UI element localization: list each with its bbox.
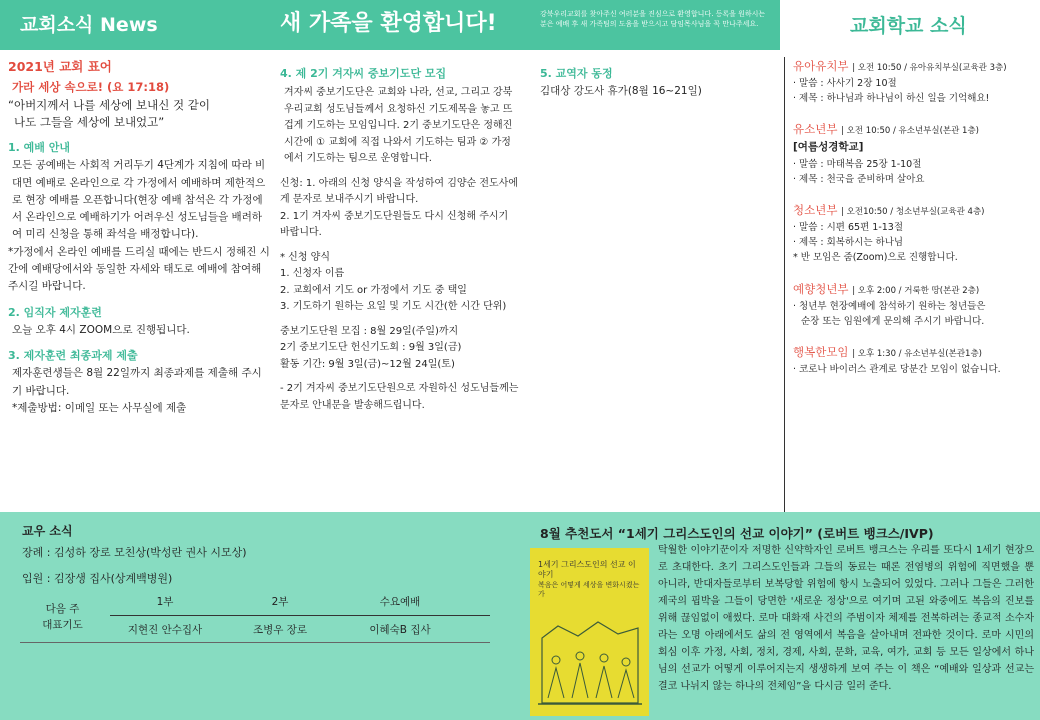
- young-adults-line-2: 순장 또는 임원에게 문의해 주시기 바랍니다.: [801, 315, 985, 327]
- hospital-line: 입원 : 김장생 집사(상계백병원): [22, 571, 173, 585]
- table-header-2: 2부: [271, 596, 289, 608]
- happy-line-1: · 코로나 바이러스 관계로 당분간 모임이 없습니다.: [793, 363, 1001, 375]
- worship-guide-body: 모든 공예배는 사회적 거리두기 4단계가 지침에 따라 비대면 예배로 온라인으로 각 가정에서 예배하며 제한적으로 현장 예배를 오픈합니다(현장 예배 참석은 각 가정에서 온라인으로 예배하기가 어려우신 성도님들을 배려하여 미리 신청을 통해 좌석을 배정합니다).: [12, 159, 266, 241]
- motto-quote-2: 나도 그들을 세상에 보내었고”: [14, 114, 165, 129]
- motto-quote-1: “아버지께서 나를 세상에 보내신 것 같이: [8, 97, 210, 112]
- next-week-label-1: 다음 주: [45, 603, 80, 615]
- book-cover-subtitle: 복음은 어떻게 세상을 변화시켰는가: [538, 580, 640, 598]
- school-item-young-adults: [793, 280, 1036, 329]
- prayer-team-body: 겨자씨 중보기도단은 교회와 나라, 선교, 그리고 강북우리교회 성도님들께서 요청하신 기도제목을 놓고 뜨겁게 기도하는 모임입니다. 2기 중보기도단은 정해진 시간에 ① 교회에 직접 나와서 기도하는 팀과 ② 가정에서 기도하는 팀으로 운영합니다.: [284, 87, 513, 165]
- table-value-2: 조병우 장로: [252, 624, 308, 636]
- table-value-3: 이혜숙B 집사: [369, 624, 431, 636]
- members-news: [22, 522, 512, 588]
- school-item-youth: [793, 201, 1036, 266]
- next-week-label: [20, 602, 105, 634]
- date-line-1: 중보기도단원 모집 : 8월 29일(주일)까지: [280, 325, 459, 337]
- book-review: 탁월한 이야기꾼이자 저명한 신약학자인 로버트 뱅크스는 우리를 또다시 1세기 현장으로 초대한다. 초기 그리스도인들과 그들의 동료는 때론 전염병의 위험에 직면했을 뿐 아니라, 반대자들로부터 보복당할 위험에 항시 노출되어 있었다. 그러나 그들은 그러한 제국의 핍박을 그들이 당면한 '새로운 정상'으로 여기며 고된 와중에도 복음의 진보를 위해 끊임없이 애썼다. 로마 대화재 사건의 주범이자 체제를 전복하려는 종교적 소수자라는 오명 아래에서도 삶의 전 영역에서 복음을 살아내며 전파한 것이다. 로마 시민의 회심 이후 가정, 사회, 정치, 경제, 사회, 문화, 교육, 여가, 교회 등 모든 일상에서 하나님의 선교가 어떻게 이루어지는지 생생하게 보여 주는 이 책은 “예배와 일상과 선교는 결코 나뉘지 않는 하나의 전체임”을 다시금 일러 준다.: [658, 545, 1034, 692]
- apply-line-2: 2. 1기 겨자씨 중보기도단원들도 다시 신청해 주시기 바랍니다.: [280, 210, 509, 239]
- column-1: [8, 57, 270, 417]
- young-adults-schedule: | 오후 2:00 / 거룩한 땅(본관 2층): [852, 285, 980, 296]
- school-header: [780, 0, 1040, 50]
- year-motto-title: 2021년 교회 표어: [8, 59, 112, 74]
- members-title: 교우 소식: [22, 524, 73, 538]
- welcome-title: 새 가족을 환영합니다!: [280, 11, 497, 36]
- worship-guide-note: *가정에서 온라인 예배를 드리실 때에는 반드시 정해진 시간에 예배당에서와 동일한 자세와 태도로 예배에 참여해주시길 바랍니다.: [8, 245, 270, 293]
- school-item-happy: [793, 343, 1036, 377]
- happy-title: 행복한모임: [793, 344, 849, 359]
- youth-title: 청소년부: [793, 203, 838, 217]
- next-week-label-2: 대표기도: [42, 618, 83, 631]
- welcome-note: 강북우리교회를 찾아주신 여러분을 진심으로 환영합니다. 등록을 원하시는 분은 예배 후 새 가족팀의 도움을 받으시고 담임목사님을 꼭 만나주세요.: [540, 10, 766, 29]
- officer-training-body: 오늘 오후 4시 ZOOM으로 진행됩니다.: [12, 323, 190, 336]
- children-title: 유소년부: [793, 122, 838, 137]
- book-cover-illustration: [538, 608, 642, 708]
- youth-schedule: | 오전10:50 / 청소년부실(교육관 4층): [841, 207, 985, 217]
- school-item-kids: [793, 57, 1036, 106]
- young-adults-title: 예향청년부: [793, 281, 849, 296]
- prayer-team-closing: - 2기 겨자씨 중보기도단원으로 자원하신 성도님들께는 문자로 안내문을 발송해드립니다.: [280, 383, 519, 411]
- youth-line-2: · 제목 : 회복하시는 하나님: [793, 237, 904, 249]
- kids-title: 유아유치부: [793, 59, 849, 73]
- book-cover: [530, 548, 649, 716]
- school-item-children: [793, 120, 1036, 187]
- children-schedule: | 오전 10:50 / 유소년부실(본관 1층): [841, 126, 979, 137]
- kids-schedule: | 오전 10:50 / 유아유치부실(교육관 3층): [852, 63, 1007, 73]
- funeral-line: 장례 : 김성하 장로 모친상(박성란 권사 시모상): [22, 545, 247, 559]
- date-line-2: 2기 중보기도단 헌신기도회 : 9월 3일(금): [280, 342, 462, 354]
- final-assignment-body: 제자훈련생들은 8월 22일까지 최종과제를 제출해 주시기 바랍니다.: [12, 367, 262, 397]
- kids-line-2: · 제목 : 하나님과 하나님이 하신 일을 기억해요!: [793, 93, 990, 105]
- column-3: [540, 57, 780, 100]
- final-assignment-note: *제출방법: 이메일 또는 사무실에 제출: [12, 401, 187, 414]
- prayer-team-title: 4. 제 2기 겨자씨 중보기도단 모집: [280, 67, 447, 80]
- children-vbs: [여름성경학교]: [793, 141, 864, 154]
- children-line-2: · 제목 : 천국을 준비하며 살아요: [793, 173, 925, 185]
- column-2: [280, 57, 520, 414]
- form-item-3: 3. 기도하기 원하는 요일 및 기도 시간(한 시간 단위): [280, 301, 507, 313]
- date-line-3: 활동 기간: 9월 3일(금)~12월 24일(토): [280, 358, 455, 370]
- header-banner: [0, 0, 780, 50]
- book-title: 8월 추천도서 “1세기 그리스도인의 선교 이야기” (로버트 뱅크스/IVP): [540, 526, 934, 541]
- table-header-3: 수요예배: [379, 596, 421, 608]
- kids-line-1: · 말씀 : 사사기 2장 10절: [793, 77, 897, 89]
- book-cover-title: 1세기 그리스도인의 선교 이야기: [538, 560, 636, 580]
- book-cover-text: [538, 560, 643, 599]
- apply-line-1: 신청: 1. 아래의 신청 양식을 작성하여 김양순 전도사에게 문자로 보내주시기 바랍니다.: [280, 177, 519, 206]
- youth-line-1: · 말씀 : 시편 65편 1-13절: [793, 221, 904, 233]
- form-title: * 신청 양식: [280, 251, 330, 263]
- table-divider: [110, 615, 490, 616]
- school-title: 교회학교 소식: [850, 15, 967, 37]
- table-bottom-rule: [20, 642, 490, 643]
- bottom-band: [0, 512, 1040, 720]
- staff-news-body: 김대상 강도사 휴가(8월 16~21일): [540, 85, 702, 98]
- young-adults-line-1: · 청년부 현장예배에 참석하기 원하는 청년들은: [793, 300, 986, 312]
- worship-guide-title: 1. 예배 안내: [8, 141, 70, 155]
- news-title: 교회소식 News: [20, 14, 158, 36]
- motto-verse: 가라 세상 속으로! (요 17:18): [12, 79, 170, 94]
- table-header-1: 1부: [156, 596, 174, 608]
- church-school-column: [784, 57, 1036, 512]
- officer-training-title: 2. 임직자 제자훈련: [8, 305, 102, 319]
- happy-schedule: | 오후 1:30 / 유소년부실(본관1층): [852, 348, 982, 359]
- final-assignment-title: 3. 제자훈련 최종과제 제출: [8, 349, 138, 363]
- youth-line-3: * 반 모임은 줌(Zoom)으로 진행합니다.: [793, 252, 958, 264]
- children-line-1: · 말씀 : 마태복음 25장 1-10절: [793, 158, 922, 170]
- form-item-1: 1. 신청자 이름: [280, 268, 345, 280]
- form-item-2: 2. 교회에서 기도 or 가정에서 기도 중 택일: [280, 284, 467, 296]
- staff-news-title: 5. 교역자 동정: [540, 67, 613, 80]
- table-value-1: 지현진 안수집사: [127, 624, 203, 636]
